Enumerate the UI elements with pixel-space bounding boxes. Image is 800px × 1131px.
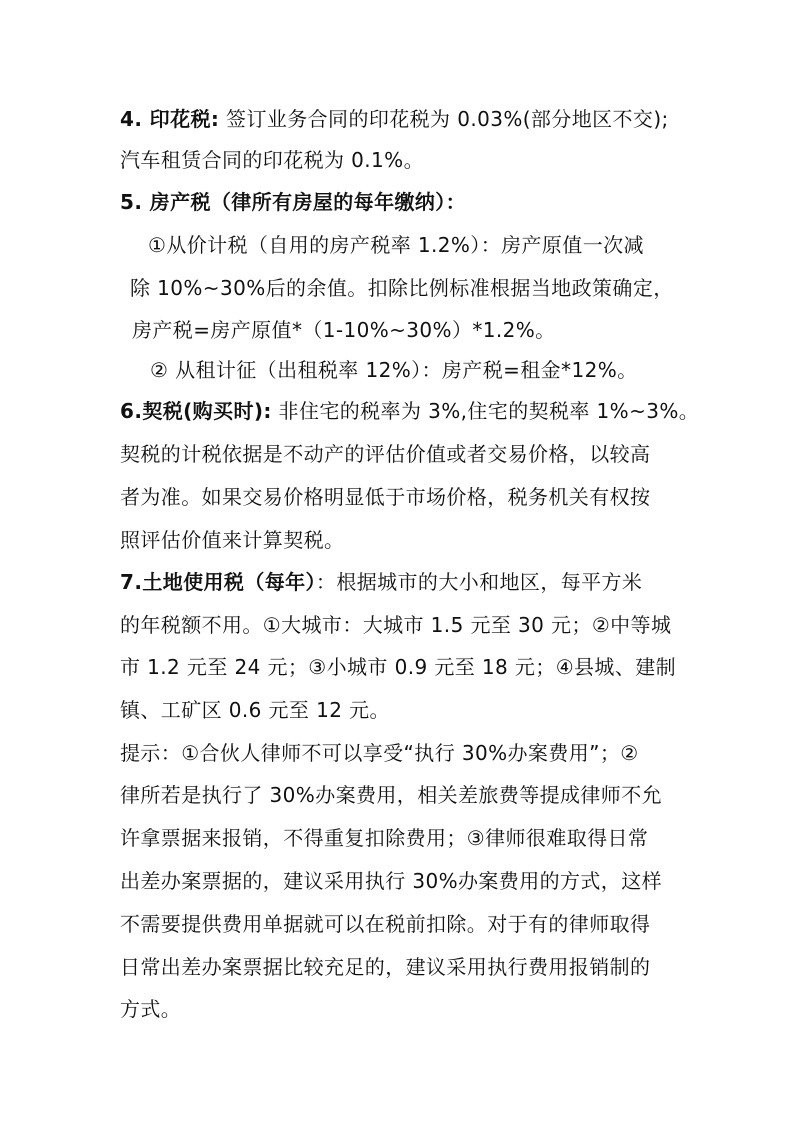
stamp-tax-line-1 <box>120 106 669 132</box>
property-tax-item-1-line-3: 房产税=房产原值*（1-10%~30%）*1.2%。 <box>132 318 556 342</box>
tips-line-3: 许拿票据来报销，不得重复扣除费用；③律师很难取得日常 <box>120 826 649 850</box>
deed-tax-line-1 <box>120 398 699 424</box>
tips-line-1: 提示：①合伙人律师不可以享受“执行 30%办案费用”；② <box>120 741 639 765</box>
property-tax-item-1-line-2: 除 10%~30%后的余值。扣除比例标准根据当地政策确定， <box>130 276 674 300</box>
stamp-tax-text-1: 签订业务合同的印花税为 0.03%(部分地区不交); <box>219 107 669 131</box>
tips-line-7: 方式。 <box>120 997 182 1021</box>
tips-line-2: 律所若是执行了 30%办案费用，相关差旅费等提成律师不允 <box>120 783 663 807</box>
land-use-tax-line-1 <box>120 569 642 595</box>
property-tax-heading: 5. 房产税（律所有房屋的每年缴纳）： <box>120 190 467 214</box>
deed-tax-line-3: 者为准。如果交易价格明显低于市场价格，税务机关有权按 <box>120 485 651 509</box>
tips-line-5: 不需要提供费用单据就可以在税前扣除。对于有的律师取得 <box>120 912 651 936</box>
deed-tax-heading: 6.契税(购买时): <box>120 399 272 423</box>
land-use-tax-line-3: 市 1.2 元至 24 元；③小城市 0.9 元至 18 元；④县城、建制 <box>120 655 677 679</box>
land-use-tax-line-4: 镇、工矿区 0.6 元至 12 元。 <box>120 698 390 722</box>
deed-tax-text-1: 非住宅的税率为 3%,住宅的契税率 1%~3%。 <box>271 399 700 423</box>
land-use-tax-heading: 7.土地使用税（每年） <box>120 570 316 594</box>
land-use-tax-text-1: ：根据城市的大小和地区，每平方米 <box>315 570 643 594</box>
tips-line-4: 出差办案票据的，建议采用执行 30%办案费用的方式，这样 <box>120 869 663 893</box>
deed-tax-line-4: 照评估价值来计算契税。 <box>120 528 345 552</box>
land-use-tax-line-2: 的年税额不用。①大城市：大城市 1.5 元至 30 元；②中等城 <box>120 613 672 637</box>
property-tax-item-1-line-1: ①从价计税（自用的房产税率 1.2%）：房产原值一次减 <box>148 233 644 257</box>
tips-line-6: 日常出差办案票据比较充足的，建议采用执行费用报销制的 <box>120 955 651 979</box>
stamp-tax-heading: 4. 印花税: <box>120 107 220 131</box>
stamp-tax-line-2: 汽车租赁合同的印花税为 0.1%。 <box>120 148 424 172</box>
property-tax-item-2: ② 从租计征（出租税率 12%）：房产税=租金*12%。 <box>150 358 638 382</box>
deed-tax-line-2: 契税的计税依据是不动产的评估价值或者交易价格，以较高 <box>120 442 651 466</box>
